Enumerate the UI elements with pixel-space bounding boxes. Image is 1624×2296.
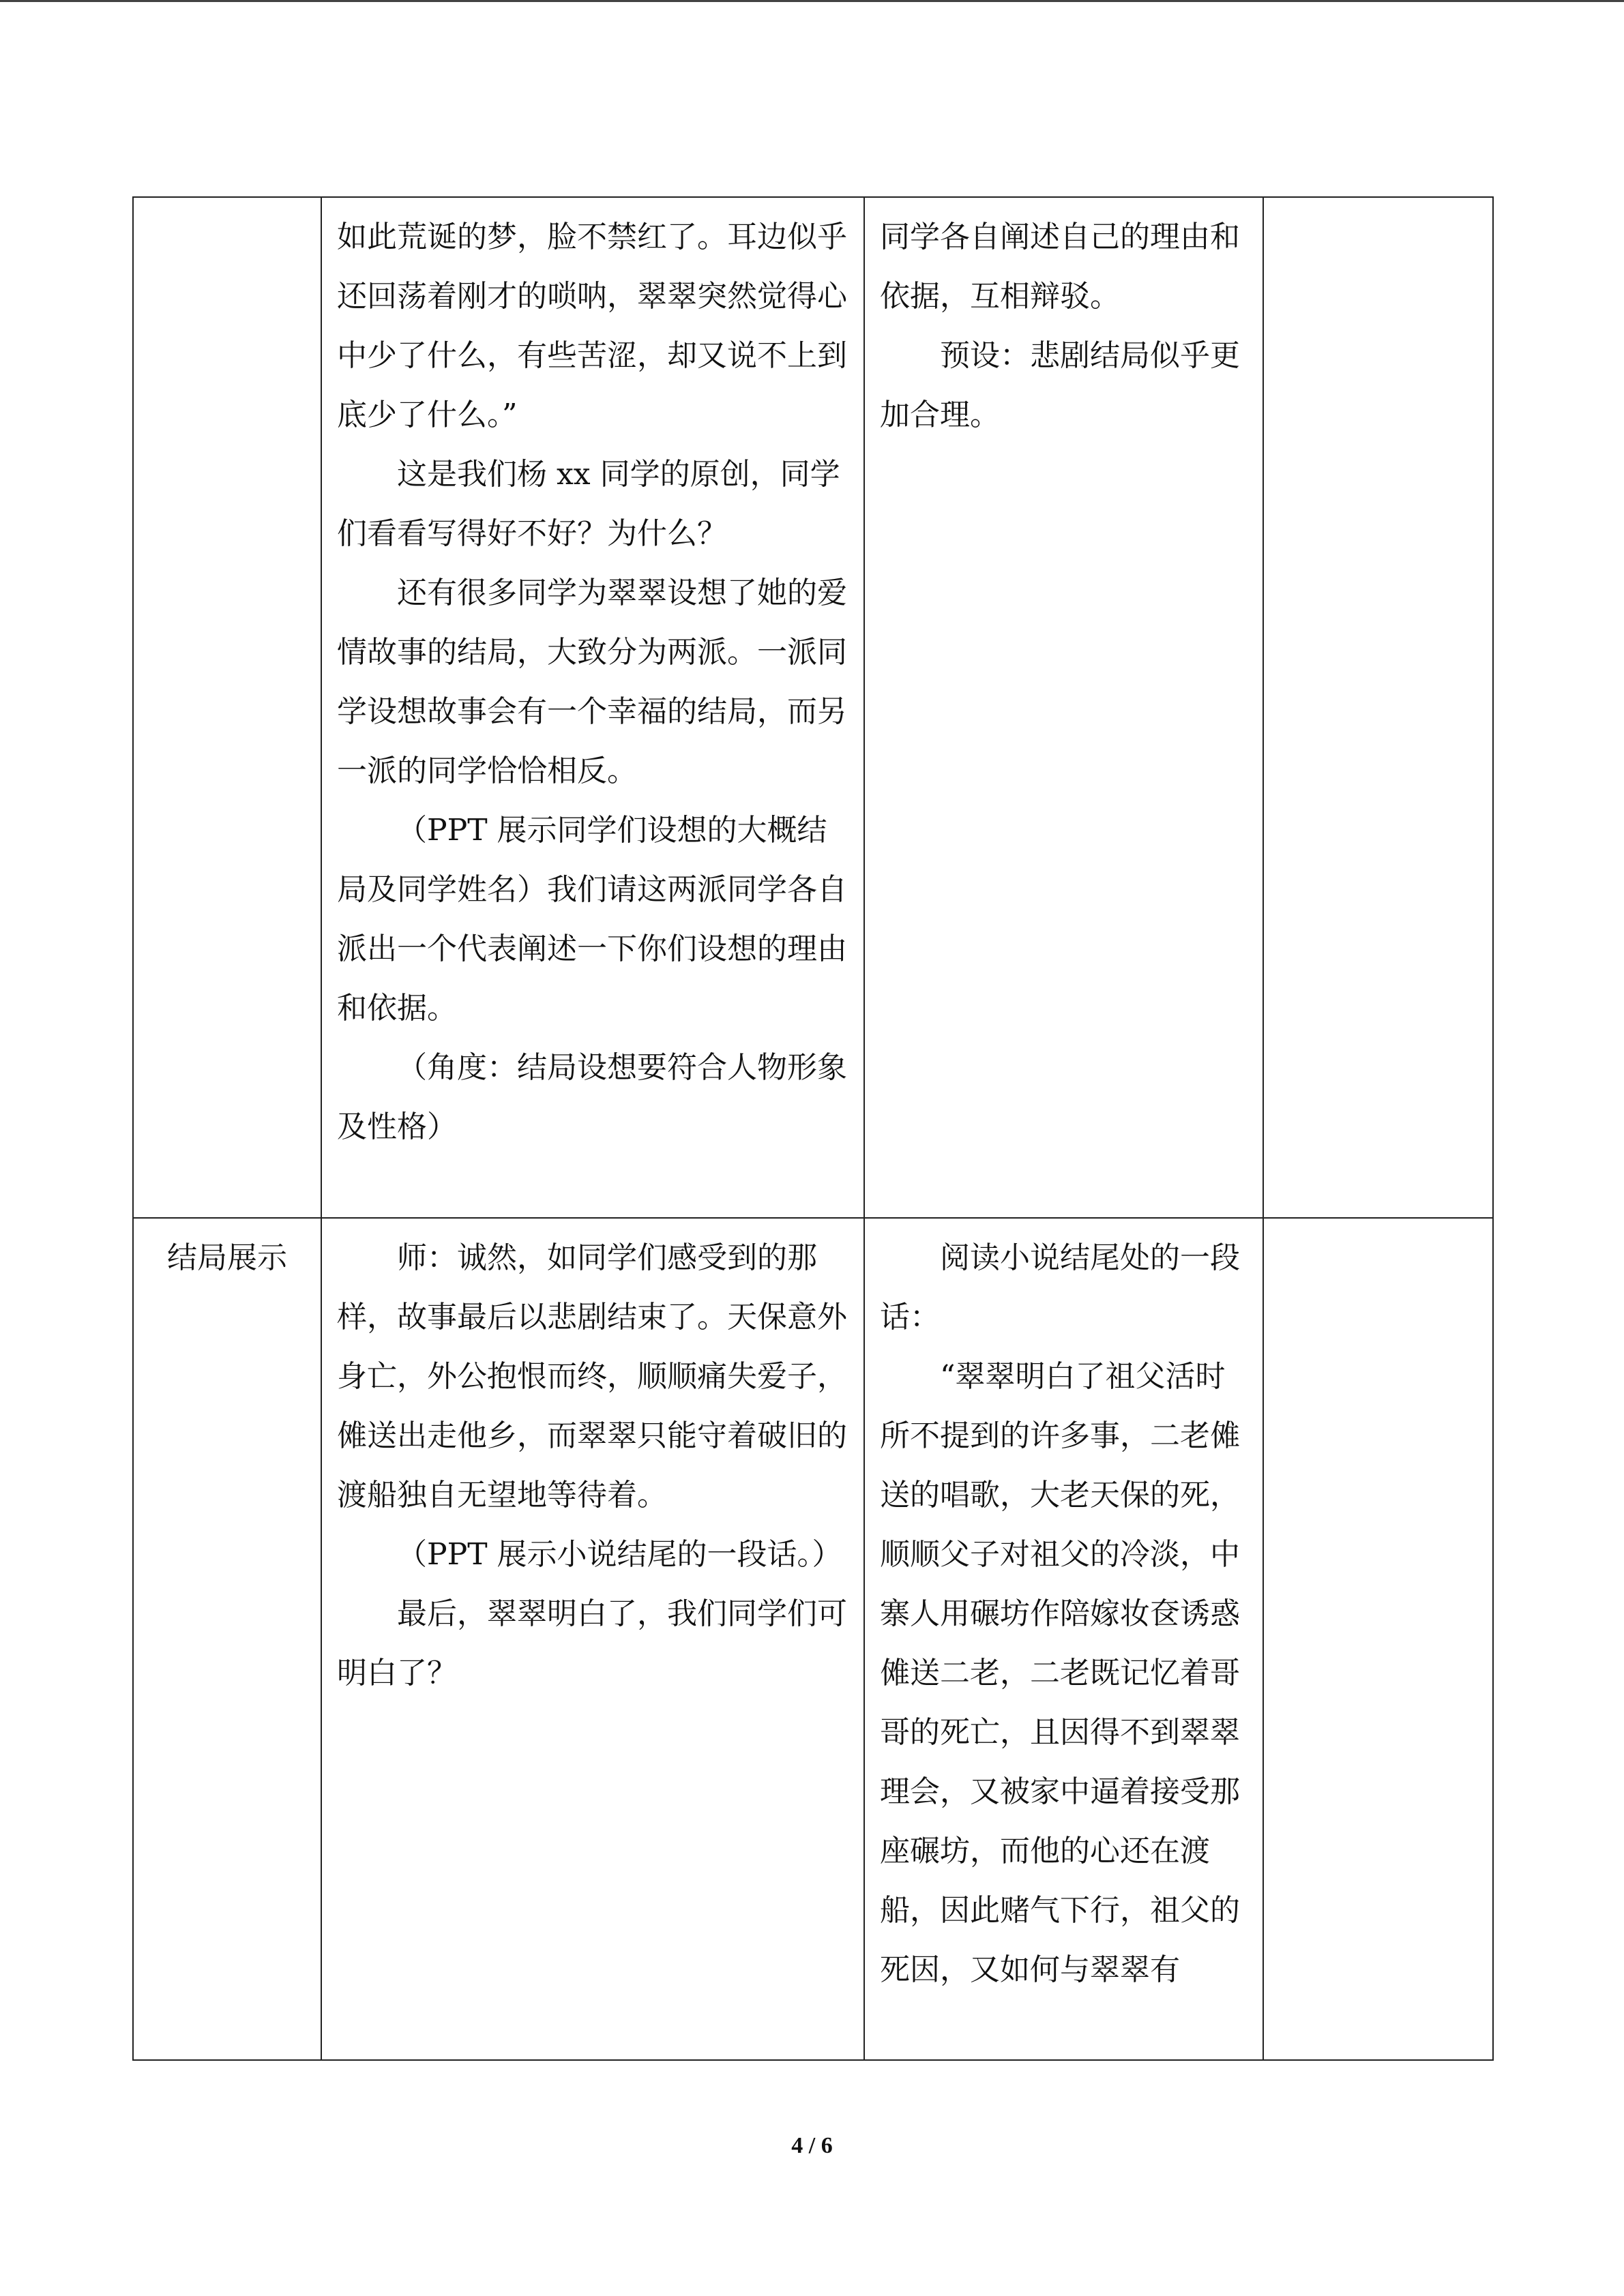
teacher-activity-cell [321,1218,864,2060]
teacher-paragraph: （PPT 展示小说结尾的一段话。） [397,1537,842,1572]
student-paragraph: 同学各自阐述自己的理由和依据，互相辩驳。 [880,220,1240,314]
student-paragraph: 阅读小说结尾处的一段话： [880,1240,1240,1335]
page-top-border [0,0,1624,2]
teacher-activity-cell [321,197,864,1218]
table-row [133,1218,1493,2060]
teacher-paragraph: （PPT 展示同学们设想的大概结局及同学姓名）我们请这两派同学各自派出一个代表阐述一下你们设想的理由和依据。 [337,813,847,1026]
teacher-paragraph: 师：诚然，如同学们感受到的那样，故事最后以悲剧结束了。天保意外身亡，外公抱恨而终，顺顺痛失爱子，傩送出走他乡，而翠翠只能守着破旧的渡船独自无望地等待着。 [337,1240,847,1512]
student-paragraph: “翠翠明白了祖父活时所不提到的许多事，二老傩送的唱歌，大老天保的死，顺顺父子对祖父的冷淡，中寨人用碾坊作陪嫁妆奁诱惑傩送二老，二老既记忆着哥哥的死亡，且因得不到翠翠理会，又被家中逼着接受那座碾坊，而他的心还在渡船，因此赌气下行，祖父的死因，又如何与翠翠有 [880,1359,1240,1987]
student-activity-cell [864,197,1263,1218]
stage-label: 结局展示 [167,1240,287,1275]
teacher-paragraph: 最后，翠翠明白了，我们同学们可明白了？ [337,1596,847,1690]
stage-cell [133,197,321,1218]
teacher-paragraph: 还有很多同学为翠翠设想了她的爱情故事的结局，大致分为两派。一派同学设想故事会有一个幸福的结局，而另一派的同学恰恰相反。 [337,576,847,788]
page-number: 4 / 6 [791,2133,833,2158]
lesson-plan-table [132,196,1494,2061]
student-paragraph: 预设：悲剧结局似乎更加合理。 [880,338,1240,432]
teacher-paragraph: 这是我们杨 xx 同学的原创，同学们看看写得好不好？为什么？ [337,457,840,551]
teacher-paragraph: 如此荒诞的梦，脸不禁红了。耳边似乎还回荡着刚才的唢呐，翠翠突然觉得心中少了什么，有些苦涩，却又说不上到底少了什么。” [337,220,847,432]
student-activity-cell [864,1218,1263,2060]
stage-cell [133,1218,321,2060]
table-row [133,197,1493,1218]
notes-cell [1263,1218,1493,2060]
teacher-paragraph: （角度：结局设想要符合人物形象及性格） [337,1050,847,1144]
notes-cell [1263,197,1493,1218]
